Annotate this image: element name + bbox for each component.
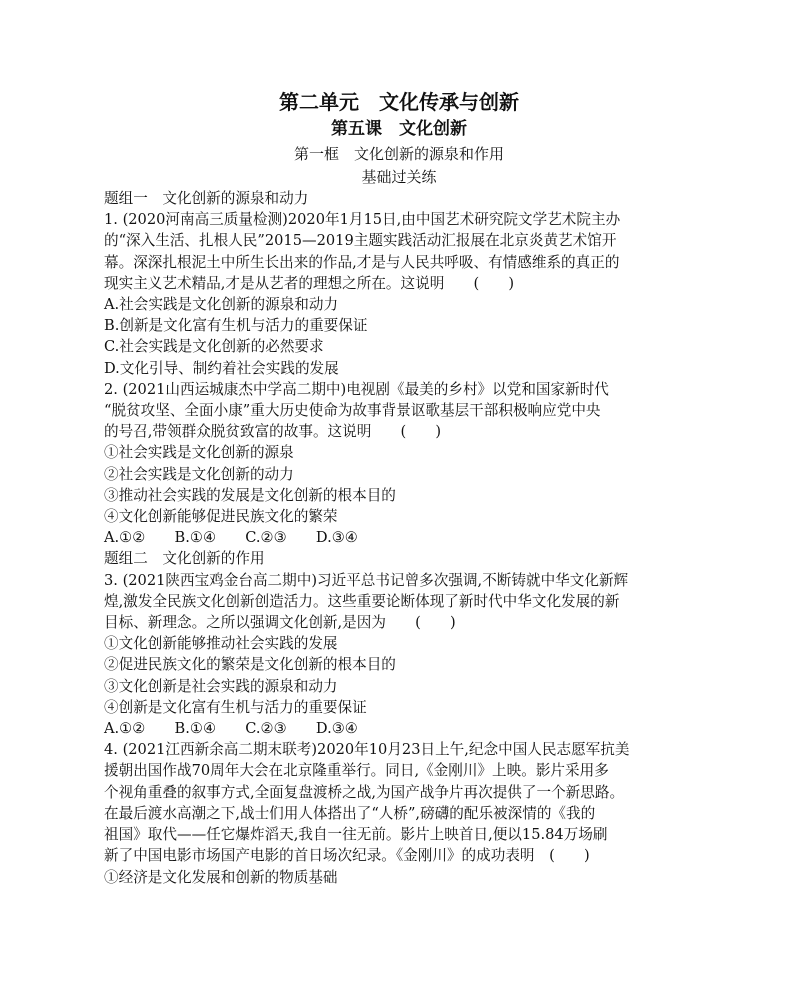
question-text-line: 幕。深深扎根泥土中所生长出来的作品,才是与人民共呼吸、有情感维系的真正的 [104,253,620,271]
question-2 [104,379,694,549]
statement-1: ①社会实践是文化创新的源泉 [104,444,294,462]
question-text-line: 的号召,带领群众脱贫致富的故事。这说明 ( ) [104,423,442,441]
statement-1: ①经济是文化发展和创新的物质基础 [104,868,338,886]
question-text-line: 1. (2020河南高三质量检测)2020年1月15日,由中国艺术研究院文学艺术院主办 [104,211,621,229]
question-text-line: “脱贫攻坚、全面小康”重大历史使命为故事背景讴歌基层干部积极响应党中央 [104,402,601,420]
question-1 [104,209,694,379]
group-title: 题组一 文化创新的源泉和动力 [104,190,309,207]
question-text-line: 煌,激发全民族文化创新创造活力。这些重要论断体现了新时代中华文化发展的新 [104,592,620,610]
statement-4: ④创新是文化富有生机与活力的重要保证 [104,698,367,716]
frame-title: 第一框 文化创新的源泉和作用 [293,145,504,163]
statement-3: ③文化创新是社会实践的源泉和动力 [104,677,338,695]
option-c: C.社会实践是文化创新的必然要求 [104,338,324,356]
question-3 [104,570,694,740]
statement-3: ③推动社会实践的发展是文化创新的根本目的 [104,486,396,504]
unit-title: 第二单元 文化传承与创新 [279,90,519,114]
statement-2: ②社会实践是文化创新的动力 [104,465,294,483]
question-text-line: 祖国》取代——任它爆炸滔天,我自一往无前。影片上映首日,便以15.84万场刷 [104,826,608,844]
question-text-line: 目标、新理念。之所以强调文化创新,是因为 ( ) [104,614,456,632]
question-text-line: 4. (2021江西新余高二期末联考)2020年10月23日上午,纪念中国人民志愿军抗美 [104,741,630,759]
section-title: 基础过关练 [361,168,437,186]
group-title: 题组二 文化创新的作用 [104,550,265,568]
document-page [104,88,694,888]
statement-2: ②促进民族文化的繁荣是文化创新的根本目的 [104,656,396,674]
question-4 [104,739,694,887]
question-text-line: 现实主义艺术精品,才是从艺者的理想之所在。这说明 ( ) [104,274,515,292]
answer-choices: A.①② B.①④ C.②③ D.③④ [104,529,358,547]
question-text-line: 个视角重叠的叙事方式,全面复盘渡桥之战,为国产战争片再次提供了一个新思路。 [104,783,625,801]
statement-4: ④文化创新能够促进民族文化的繁荣 [104,508,338,526]
question-text-line: 2. (2021山西运城康杰中学高二期中)电视剧《最美的乡村》以党和国家新时代 [104,380,609,398]
lesson-title: 第五课 文化创新 [331,119,467,139]
question-text-line: 在最后渡水高潮之下,战士们用人体搭出了“人桥”,磅礴的配乐被深情的《我的 [104,804,596,822]
question-text-line: 的“深入生活、扎根人民”2015—2019主题实践活动汇报展在北京炎黄艺术馆开 [104,232,617,250]
option-d: D.文化引导、制约着社会实践的发展 [104,359,339,377]
statement-1: ①文化创新能够推动社会实践的发展 [104,635,338,653]
answer-choices: A.①② B.①④ C.②③ D.③④ [104,720,358,738]
question-text-line: 援朝出国作战70周年大会在北京隆重举行。同日,《金刚川》上映。影片采用多 [104,762,609,780]
option-b: B.创新是文化富有生机与活力的重要保证 [104,317,368,335]
question-text-line: 新了中国电影市场国产电影的首日场次纪录。《金刚川》的成功表明 ( ) [104,847,590,865]
option-a: A.社会实践是文化创新的源泉和动力 [104,296,339,314]
question-text-line: 3. (2021陕西宝鸡金台高二期中)习近平总书记曾多次强调,不断铸就中华文化新辉 [104,571,629,589]
